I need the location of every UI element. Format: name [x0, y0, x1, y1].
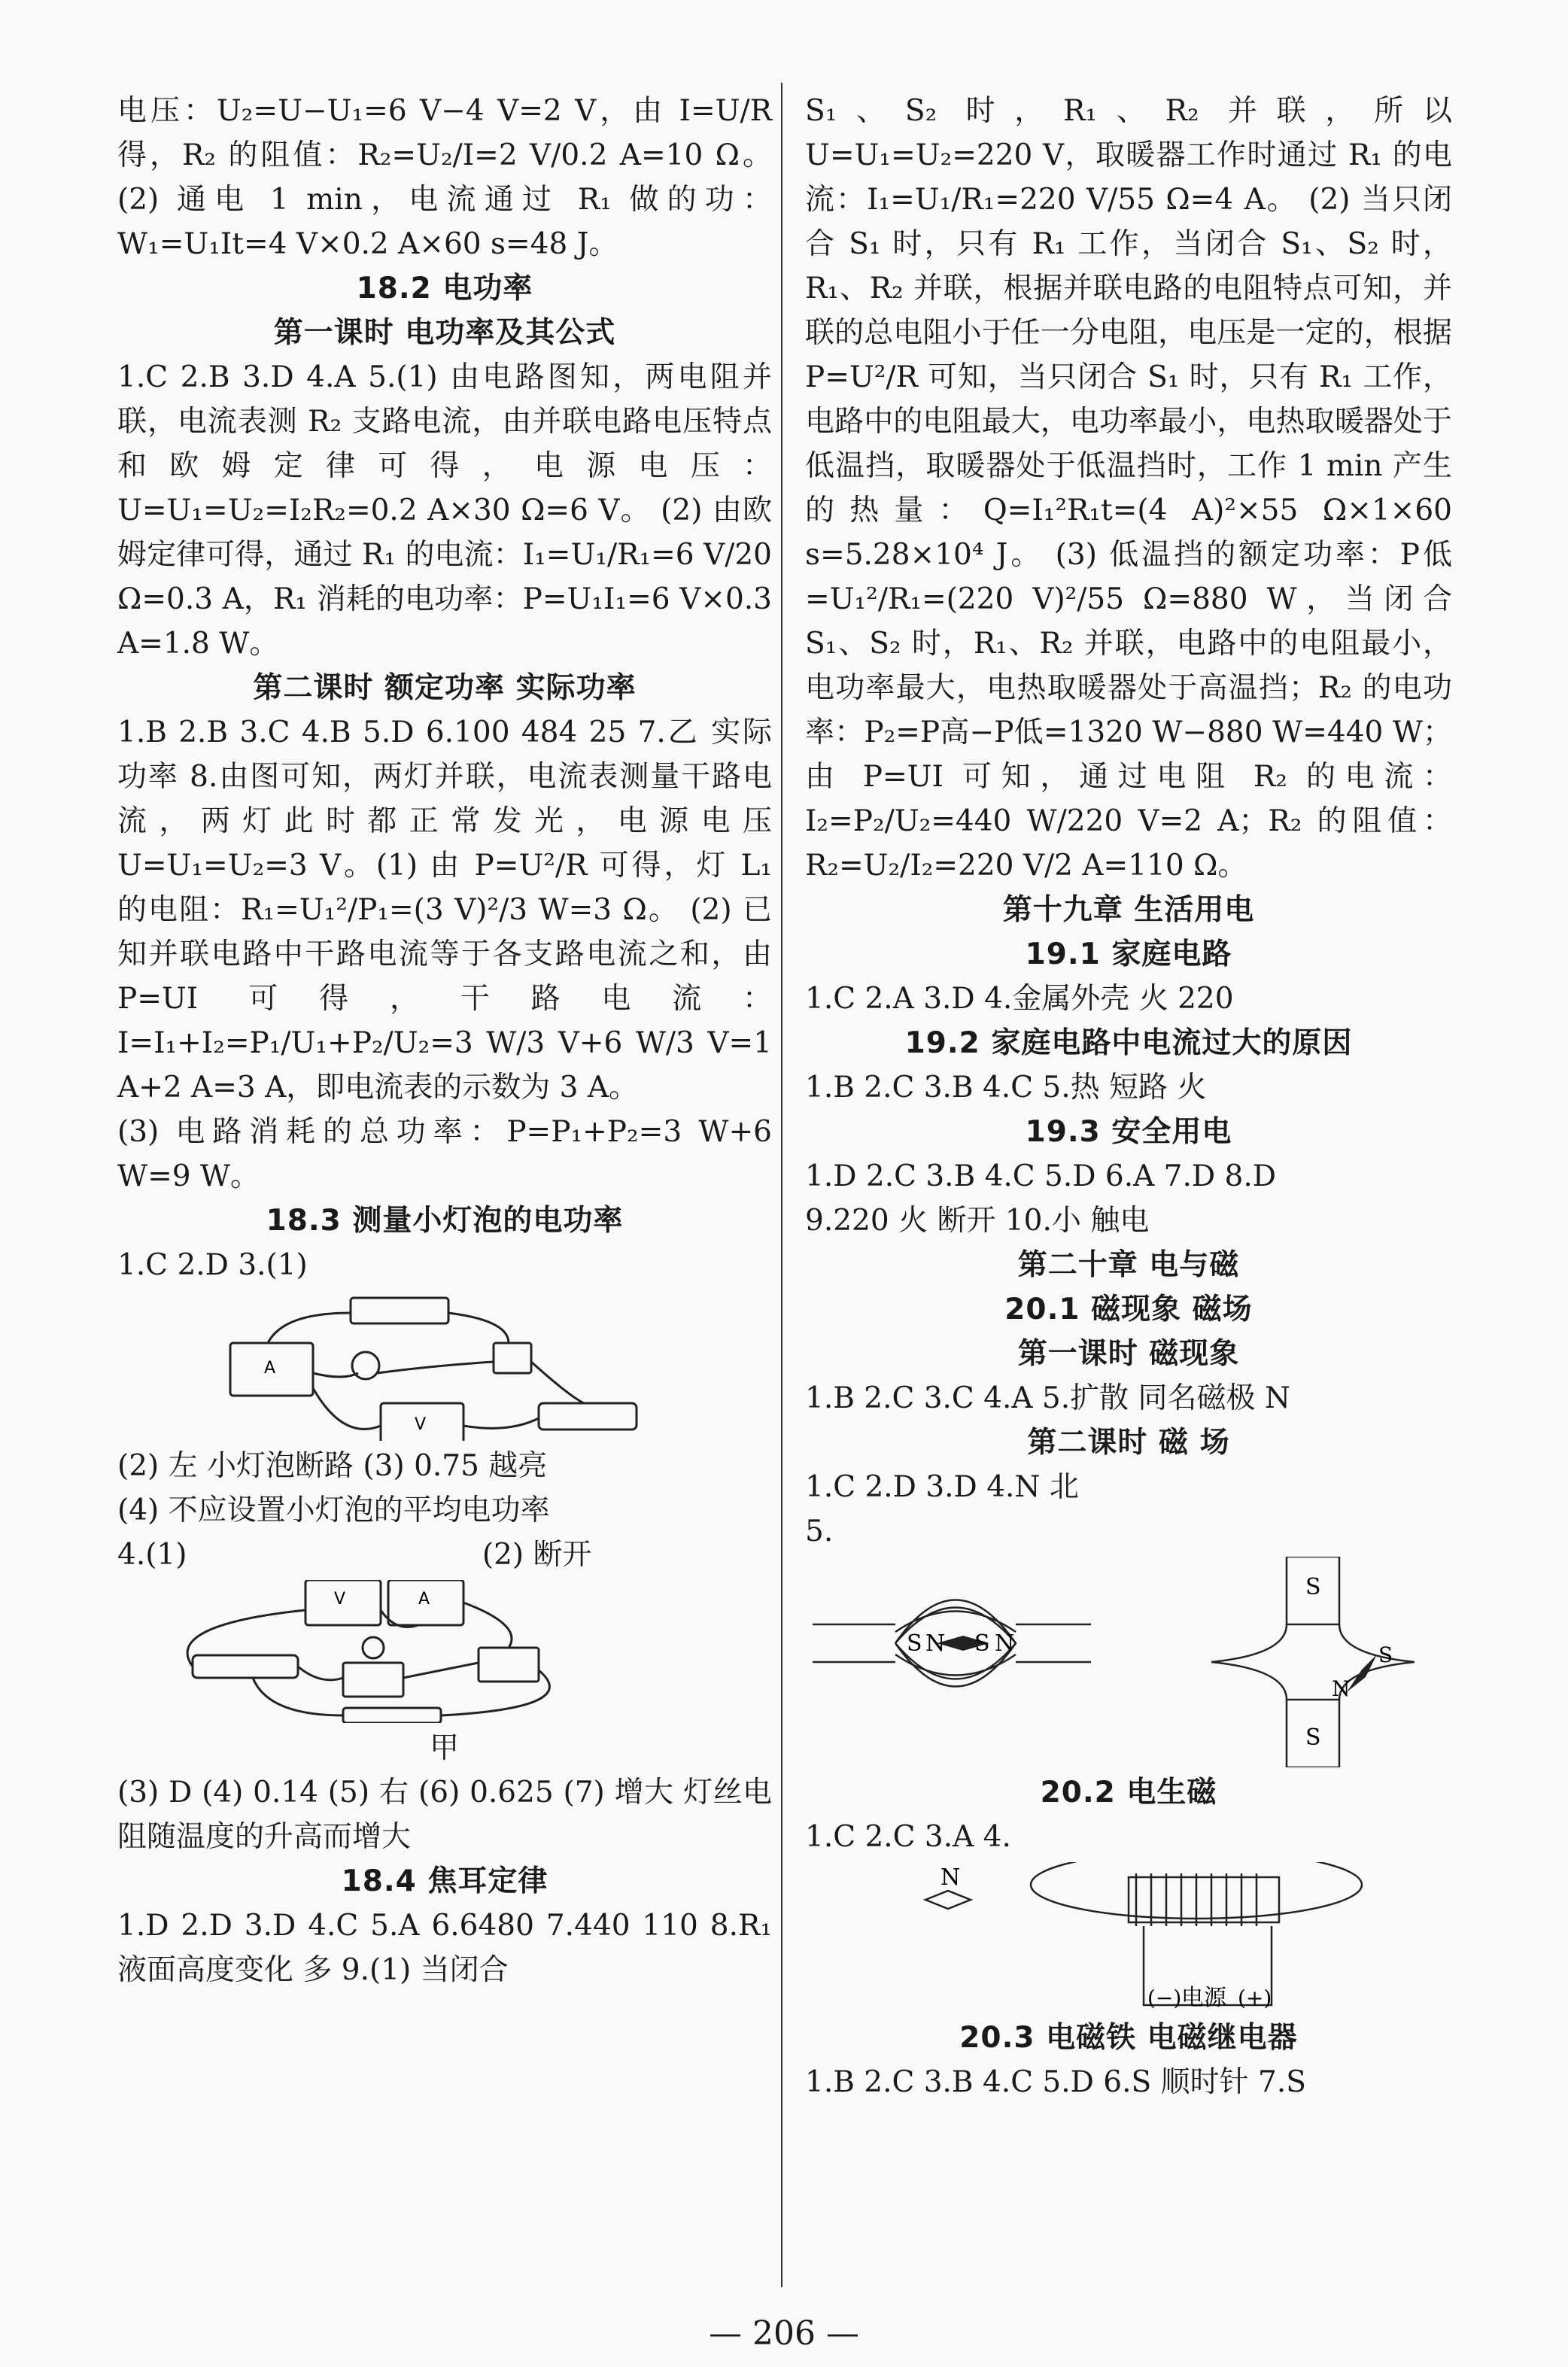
figure-label: 甲: [429, 1731, 460, 1765]
section-heading: 19.1 家庭电路: [1025, 937, 1232, 971]
section-heading: 18.3 测量小灯泡的电功率: [266, 1204, 624, 1238]
pole-label: S: [974, 1630, 990, 1657]
answer-paragraph: 1.B 2.B 3.C 4.B 5.D 6.100 484 25 7.乙 实际功率 8.由图可知，两灯并联，电流表测量干路电流，两灯此时都正常发光，电源电压U=U₁=U₂=3 V。(1) 由 P=U²/R 可得，灯 L₁ 的电阻：R₁=U₁²/P₁=(3 V)²/3 W=3 Ω。 (2) 已知并联电路中干路电流等于各支路电流之和，由 P=UI 可得，干路电流：I=I₁+I₂=P₁/U₁+P₂/U₂=3 W/3 V+6 W/3 V=1 A+2 A=3 A，即电流表的示数为 3 A。: [117, 716, 772, 1104]
answer-line: 1.B 2.C 3.B 4.C 5.D 6.S 顺时针 7.S: [805, 2065, 1306, 2099]
pole-label: S: [1305, 1574, 1321, 1600]
chapter-heading: 第二十章 电与磁: [1017, 1248, 1240, 1282]
power-source-label: 电源: [1181, 1985, 1226, 2011]
answer-line: 5.: [805, 1515, 834, 1548]
magnetic-field-diagrams: [805, 1557, 1452, 1767]
circuit-diagram-1: [117, 1290, 772, 1441]
pole-label: S: [1305, 1724, 1321, 1751]
page-number: — 206 —: [709, 2314, 859, 2353]
answer-line: 1.B 2.C 3.C 4.A 5.扩散 同名磁极 N: [805, 1381, 1291, 1415]
answer-paragraph: (3) 电路消耗的总功率：P=P₁+P₂=3 W+6 W=9 W。: [117, 1115, 772, 1193]
circuit-diagram-2: [117, 1580, 772, 1723]
answer-line: 1.C 2.D 3.(1): [117, 1248, 308, 1282]
answer-line: (2) 左 小灯泡断路 (3) 0.75 越亮: [117, 1449, 548, 1483]
svg-text:A: A: [264, 1359, 276, 1378]
column-divider: [781, 83, 782, 2287]
pole-label: N: [995, 1630, 1015, 1657]
plus-label: (+): [1238, 1986, 1272, 2010]
q4-part1: 4.(1): [117, 1538, 187, 1572]
answer-line: 1.C 2.A 3.D 4.金属外壳 火 220: [805, 982, 1234, 1016]
lesson-heading: 第一课时 电功率及其公式: [273, 316, 616, 350]
lesson-heading: 第二课时 磁 场: [1027, 1426, 1230, 1460]
section-heading: 18.2 电功率: [356, 272, 533, 305]
section-heading: 20.1 磁现象 磁场: [1004, 1293, 1253, 1326]
answer-line: [117, 1533, 772, 1577]
svg-text:V: V: [334, 1590, 346, 1609]
section-heading: 19.3 安全用电: [1025, 1115, 1232, 1149]
minus-label: (−): [1147, 1986, 1182, 2010]
answer-paragraph: (3) D (4) 0.14 (5) 右 (6) 0.625 (7) 增大 灯丝电阻随温度的升高而增大: [117, 1776, 772, 1854]
answer-line: 1.C 2.C 3.A 4.: [805, 1820, 1011, 1854]
svg-text:A: A: [418, 1590, 430, 1609]
q4-part2: (2) 断开: [482, 1538, 592, 1572]
answer-paragraph: 电压：U₂=U−U₁=6 V−4 V=2 V，由 I=U/R 得，R₂ 的阻值：R₂=U₂/I=2 V/0.2 A=10 Ω。 (2) 通电 1 min，电流通过 R₁ 做的功：W₁=U₁It=4 V×0.2 A×60 s=48 J。: [117, 94, 772, 261]
chapter-heading: 第十九章 生活用电: [1002, 893, 1255, 927]
lesson-heading: 第二课时 额定功率 实际功率: [253, 671, 637, 705]
pole-label: N: [925, 1630, 946, 1657]
answer-line: 9.220 火 断开 10.小 触电: [805, 1204, 1150, 1238]
answer-line: 1.B 2.C 3.B 4.C 5.热 短路 火: [805, 1071, 1207, 1104]
answer-paragraph: 1.C 2.B 3.D 4.A 5.(1) 由电路图知，两电阻并联，电流表测 R₂ 支路电流，由并联电路电压特点和欧姆定律可得，电源电压：U=U₁=U₂=I₂R₂=0.2 A×30 Ω=6 V。 (2) 由欧姆定律可得，通过 R₁ 的电流：I₁=U₁/R₁=6 V/20 Ω=0.3 A，R₁ 消耗的电功率：P=U₁I₁=6 V×0.3 A=1.8 W。: [117, 360, 772, 661]
svg-text:V: V: [415, 1415, 427, 1434]
section-heading: 19.2 家庭电路中电流过大的原因: [904, 1026, 1353, 1060]
section-heading: 18.4 焦耳定律: [341, 1864, 548, 1898]
solenoid-diagram: [805, 1862, 1452, 2013]
answer-paragraph: 1.D 2.D 3.D 4.C 5.A 6.6480 7.440 110 8.R₁ 液面高度变化 多 9.(1) 当闭合: [117, 1909, 772, 1987]
left-column: [117, 89, 772, 1992]
pole-label: S: [907, 1630, 922, 1657]
pole-label: N: [940, 1864, 961, 1891]
answer-line: 1.C 2.D 3.D 4.N 北: [805, 1470, 1079, 1504]
answer-line: 1.D 2.C 3.B 4.C 5.D 6.A 7.D 8.D: [805, 1159, 1277, 1193]
lesson-heading: 第一课时 磁现象: [1017, 1337, 1240, 1371]
pole-label: S: [1378, 1642, 1393, 1667]
answer-paragraph: S₁、S₂ 时，R₁、R₂ 并联，所以 U=U₁=U₂=220 V，取暖器工作时通过 R₁ 的电流：I₁=U₁/R₁=220 V/55 Ω=4 A。 (2) 当只闭合 S₁ 时，只有 R₁ 工作，当闭合 S₁、S₂ 时，R₁、R₂ 并联，根据并联电路的电阻特点可知，并联的总电阻小于任一分电阻，电压是一定的，根据 P=U²/R 可知，当只闭合 S₁ 时，只有 R₁ 工作，电路中的电阻最大，电功率最小，电热取暖器处于低温挡，取暖器处于低温挡时，工作 1 min 产生的热量：Q=I₁²R₁t=(4 A)²×55 Ω×1×60 s=5.28×10⁴ J。 (3) 低温挡的额定功率：P低=U₁²/R₁=(220 V)²/55 Ω=880 W，当闭合 S₁、S₂ 时，R₁、R₂ 并联，电路中的电阻最小，电功率最大，电热取暖器处于高温挡；R₂ 的电功率：P₂=P高−P低=1320 W−880 W=440 W；由 P=UI 可知，通过电阻 R₂ 的电流：I₂=P₂/U₂=440 W/220 V=2 A；R₂ 的阻值：R₂=U₂/I₂=220 V/2 A=110 Ω。: [805, 94, 1452, 883]
right-column: [805, 89, 1452, 2104]
pole-label: N: [1332, 1676, 1351, 1701]
answer-line: (4) 不应设置小灯泡的平均电功率: [117, 1493, 550, 1527]
section-heading: 20.2 电生磁: [1040, 1776, 1217, 1809]
section-heading: 20.3 电磁铁 电磁继电器: [959, 2021, 1298, 2055]
